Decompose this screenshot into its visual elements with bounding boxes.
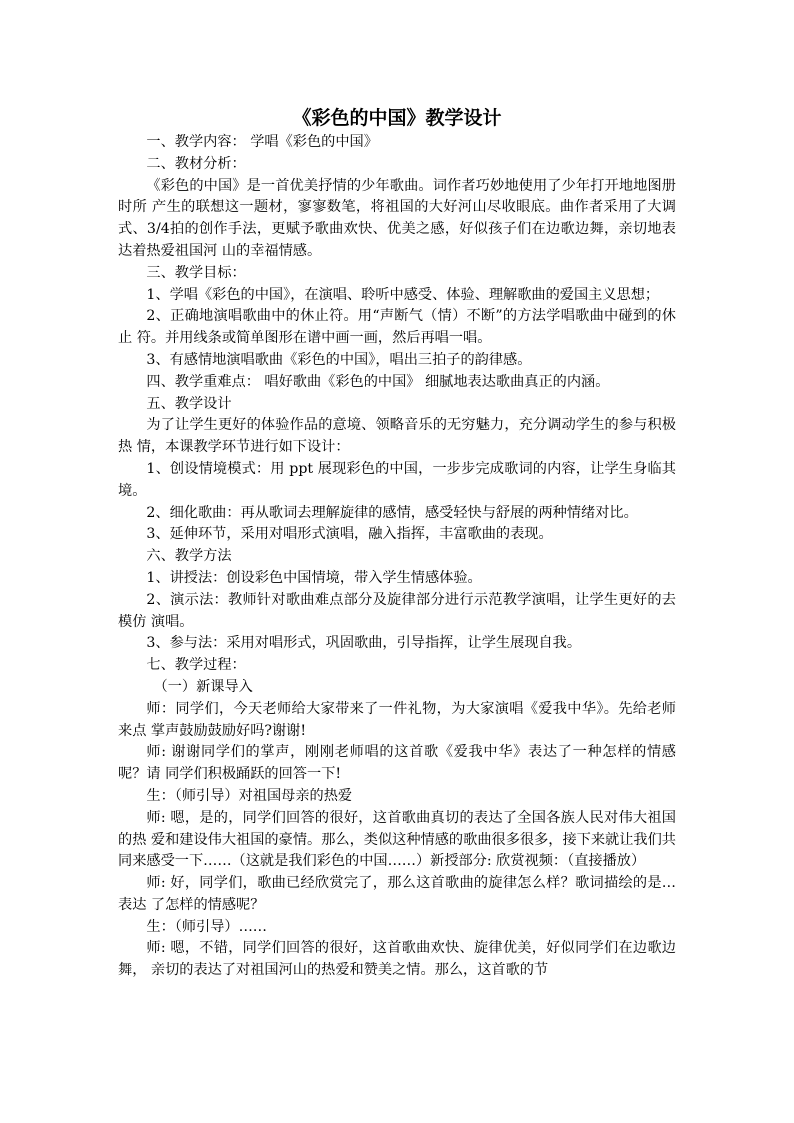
paragraph-design-intro: 为了让学生更好的体验作品的意境、领略音乐的无穷魅力，充分调动学生的参与积极热 情，本课教学环节进行如下设计：	[118, 417, 676, 456]
paragraph-method-1: 1、讲授法：创设彩色中国情境，带入学生情感体验。	[146, 569, 482, 586]
paragraph-dialogue-3: 生：（师引导）对祖国母亲的热爱	[146, 787, 353, 804]
paragraph-teaching-content: 一、教学内容： 学唱《彩色的中国》	[146, 134, 378, 150]
paragraph-method-3: 3、参与法：采用对唱形式，巩固歌曲，引导指挥，让学生展现自我。	[146, 635, 582, 652]
paragraph-design-1: 1、创设情境模式：用 ppt 展现彩色的中国，一步步完成歌词的内容，让学生身临其境。	[118, 460, 676, 499]
subheading-lesson-intro: （一）新课导入	[153, 678, 253, 695]
document-body	[118, 132, 676, 982]
heading-teaching-process: 七、教学过程：	[146, 657, 246, 674]
heading-teaching-design: 五、教学设计	[146, 395, 232, 412]
paragraph-dialogue-6: 生：（师引导）……	[146, 918, 267, 935]
paragraph-goal-1: 1、学唱《彩色的中国》，在演唱、聆听中感受、体验、理解歌曲的爱国主义思想；	[146, 286, 660, 303]
paragraph-method-2: 2、演示法：教师针对歌曲难点部分及旋律部分进行示范教学演唱，让学生更好的去模仿 演唱。	[118, 591, 676, 630]
paragraph-dialogue-2: 师: 谢谢同学们的掌声，刚刚老师唱的这首歌《爱我中华》表达了一种怎样的情感呢？请 同学们积极踊跃的回答一下!	[118, 744, 676, 783]
heading-material-analysis: 二、教材分析：	[146, 155, 246, 172]
heading-teaching-goals: 三、教学目标：	[146, 264, 246, 281]
paragraph-key-points: 四、教学重难点： 唱好歌曲《彩色的中国》 细腻地表达歌曲真正的内涵。	[146, 373, 610, 390]
paragraph-goal-3: 3、有感情地演唱歌曲《彩色的中国》，唱出三拍子的韵律感。	[146, 351, 532, 368]
paragraph-design-3: 3、延伸环节，采用对唱形式演唱，融入指挥，丰富歌曲的表现。	[146, 526, 553, 543]
paragraph-material-analysis: 《彩色的中国》是一首优美抒情的少年歌曲。词作者巧妙地使用了少年打开地地图册时所 产生的联想这一题材，寥寥数笔，将祖国的大好河山尽收眼底。曲作者采用了大调式、3/4拍的创作手法，更赋予歌曲欢快、优美之感，好似孩子们在边歌边舞，亲切地表达着热爱祖国河 山的幸福情感。	[118, 177, 676, 259]
paragraph-dialogue-7: 师: 嗯，不错，同学们回答的很好，这首歌曲欢快、旋律优美，好似同学们在边歌边舞， 亲切的表达了对祖国河山的热爱和赞美之情。那么，这首歌的节	[118, 940, 676, 979]
heading-teaching-methods: 六、教学方法	[146, 548, 232, 565]
paragraph-dialogue-1: 师：同学们，今天老师给大家带来了一件礼物，为大家演唱《爱我中华》。先给老师来点 掌声鼓励鼓励好吗?谢谢!	[118, 700, 676, 739]
paragraph-goal-2: 2、正确地演唱歌曲中的休止符。用“声断气（情）不断”的方法学唱歌曲中碰到的休止 符。并用线条或简单图形在谱中画一画，然后再唱一唱。	[118, 308, 676, 347]
paragraph-dialogue-5: 师: 好，同学们，歌曲已经欣赏完了，那么这首歌曲的旋律怎么样？歌词描绘的是…表达 了怎样的情感呢？	[118, 875, 676, 913]
document-title: 《彩色的中国》教学设计	[292, 107, 502, 129]
paragraph-dialogue-4: 师: 嗯，是的，同学们回答的很好，这首歌曲真切的表达了全国各族人民对伟大祖国的热 爱和建设伟大祖国的豪情。那么，类似这种情感的歌曲很多很多，接下来就让我们共同来感受一下……（这就是我们彩色的中国……）新授部分: 欣赏视频：（直接播放）	[118, 809, 676, 870]
paragraph-design-2: 2、细化歌曲：再从歌词去理解旋律的感情，感受轻快与舒展的两种情绪对比。	[146, 504, 638, 521]
